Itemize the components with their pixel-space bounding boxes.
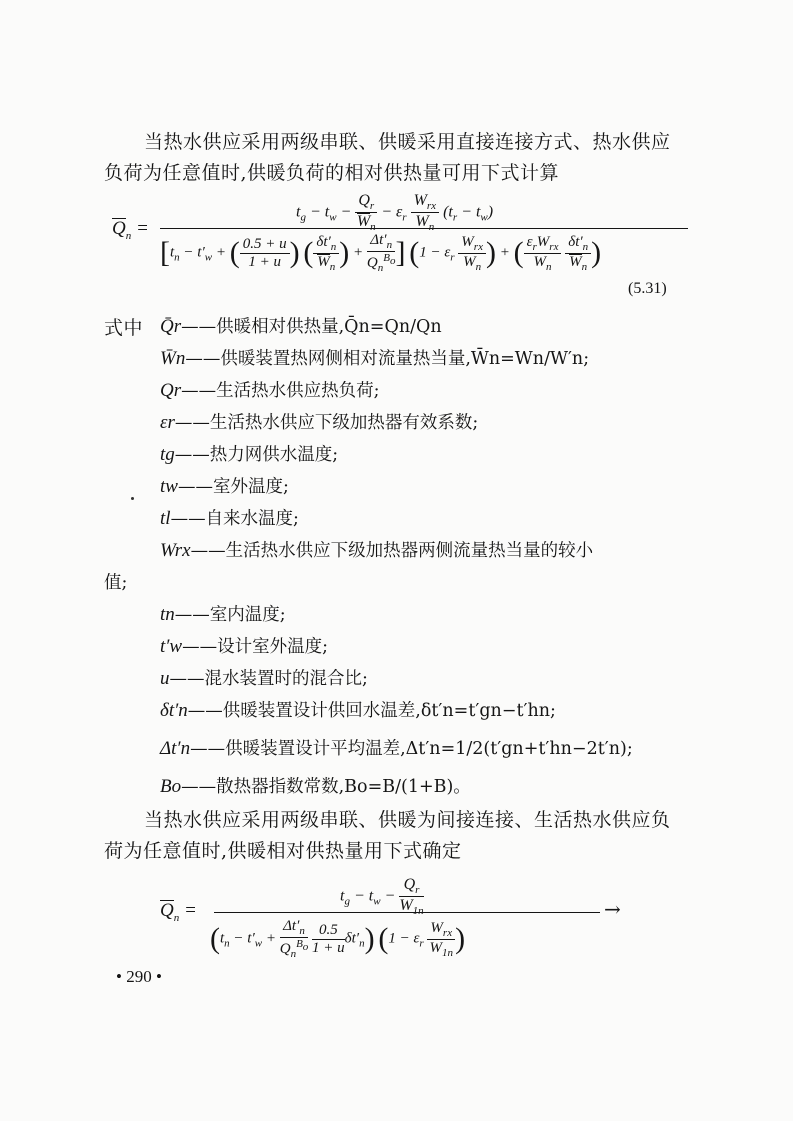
definition-item: Wrx——生活热水供应下级加热器两侧流量热当量的较小: [160, 540, 594, 561]
definition-item: Δt′n——供暖装置设计平均温差,Δt′n=1/2(t′gn+t′hn−2t′n);: [160, 738, 633, 759]
definition-item: W̄n——供暖装置热网侧相对流量热当量,W̄n=Wn/W′n;: [160, 348, 590, 369]
definition-item: Bo——散热器指数常数,Bo=B/(1+B)。: [160, 776, 471, 797]
equation-number: (5.31): [628, 280, 667, 297]
intro1-line2: 负荷为任意值时,供暖负荷的相对供热量可用下式计算: [104, 162, 560, 184]
definition-item-continuation: 值;: [104, 573, 128, 593]
page-number: • 290 •: [116, 967, 162, 986]
definition-item: u——混水装置时的混合比;: [160, 668, 368, 689]
intro2-line2: 荷为任意值时,供暖相对供热量用下式确定: [104, 840, 462, 862]
definition-item: t′w——设计室外温度;: [160, 636, 329, 657]
intro2-line1: 当热水供应采用两级串联、供暖为间接连接、生活热水供应负: [144, 809, 671, 831]
intro1-line1: 当热水供应采用两级串联、供暖采用直接连接方式、热水供应: [144, 131, 671, 153]
definition-item: εr——生活热水供应下级加热器有效系数;: [160, 412, 479, 433]
definition-item: tw——室外温度;: [160, 476, 289, 497]
continuation-arrow-icon: →: [604, 897, 621, 921]
print-speck: [131, 497, 134, 500]
definition-item: δt′n——供暖装置设计供回水温差,δt′n=t′gn−t′hn;: [160, 700, 556, 721]
definition-item: Qr——生活热水供应热负荷;: [160, 380, 380, 401]
definition-item: tl——自来水温度;: [160, 508, 299, 529]
definition-item: Q̄r——供暖相对供热量,Q̄n=Qn/Qn: [160, 316, 442, 337]
where-label: 式中: [104, 317, 144, 339]
definition-item: tg——热力网供水温度;: [160, 444, 339, 465]
definition-item: tn——室内温度;: [160, 604, 286, 625]
